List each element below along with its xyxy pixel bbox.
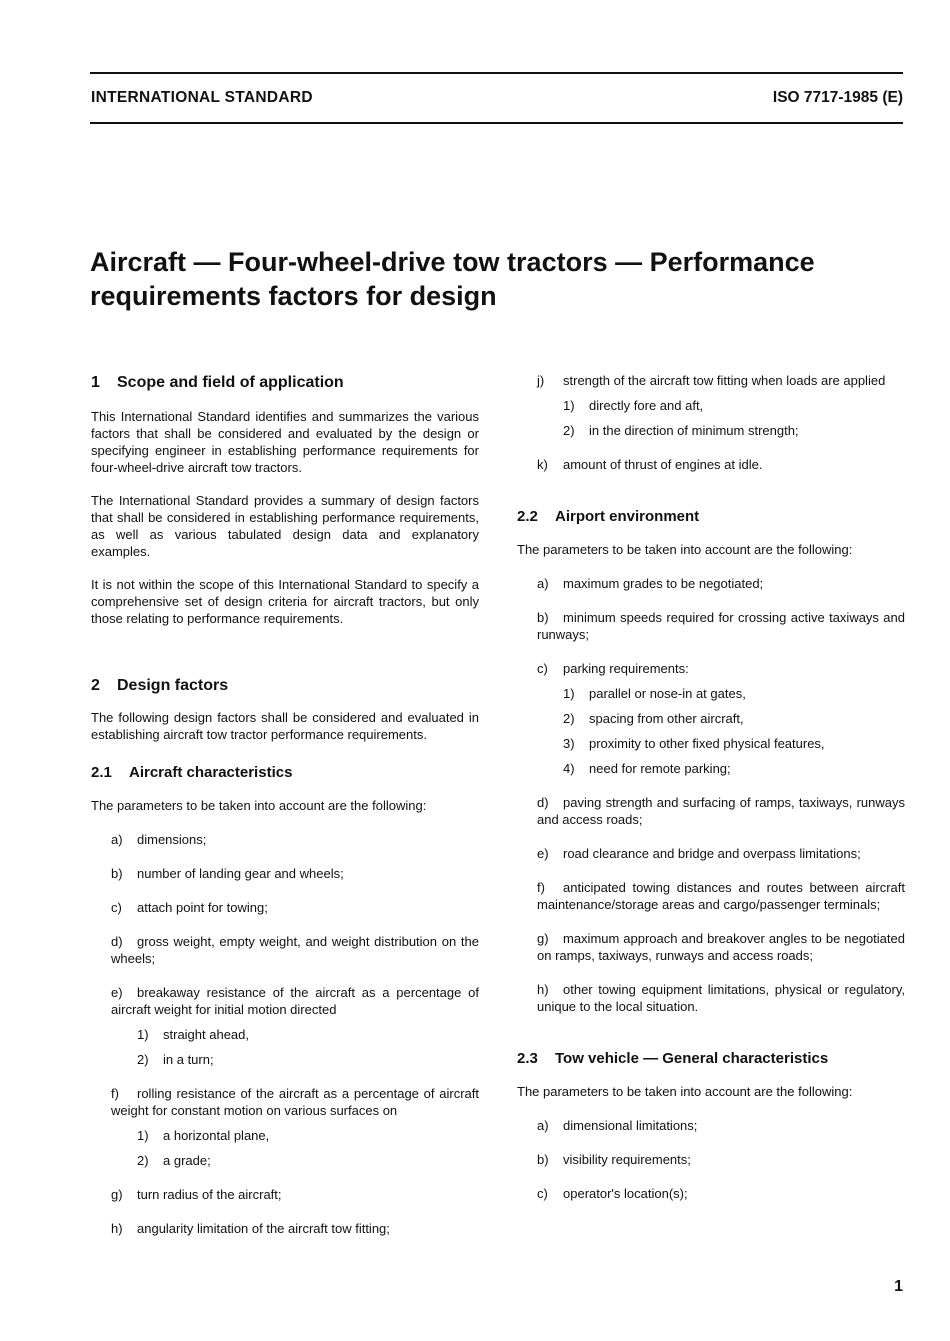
list-item-2-3-a: a) dimensional limitations; bbox=[537, 1118, 698, 1133]
list-item-2-2-a: a) maximum grades to be negotiated; bbox=[537, 576, 764, 591]
list-item-2-1-b: b) number of landing gear and wheels; bbox=[111, 866, 344, 881]
header-document-number: ISO 7717-1985 (E) bbox=[772, 89, 903, 106]
list-item-2-1-g: g) turn radius of the aircraft; bbox=[111, 1187, 282, 1202]
section-2-1-heading: 2.1 Aircraft characteristics bbox=[91, 764, 293, 781]
header-top-rule bbox=[90, 72, 903, 74]
sublist-item-2-1-f-1: 1) a horizontal plane, bbox=[137, 1128, 270, 1143]
list-item-2-1-a: a) dimensions; bbox=[111, 832, 207, 847]
list-item-2-2-d: d) paving strength and surfacing of ramps, taxiways, runways and access roads; bbox=[537, 795, 905, 827]
list-item-2-2-f: f) anticipated towing distances and routes between aircraft maintenance/storage areas and cargo/passenger terminals; bbox=[537, 880, 905, 912]
sublist-item-2-1-e-1: 1) straight ahead, bbox=[137, 1027, 250, 1042]
section-2-heading: 2 Design factors bbox=[91, 677, 229, 694]
document-title: Aircraft — Four-wheel-drive tow tractors — Performance requirements factors for design bbox=[90, 247, 815, 311]
section-2-3-intro: The parameters to be taken into account are the following: bbox=[517, 1084, 853, 1099]
sublist-item-2-1-j-2: 2) in the direction of minimum strength; bbox=[563, 423, 799, 438]
list-item-2-1-e: e) breakaway resistance of the aircraft as a percentage of aircraft weight for initial motion directed bbox=[111, 985, 479, 1017]
sublist-item-2-2-c-3: 3) proximity to other fixed physical features, bbox=[563, 736, 825, 751]
section-2-1-intro: The parameters to be taken into account are the following: bbox=[91, 798, 427, 813]
list-item-2-1-j: j) strength of the aircraft tow fitting when loads are applied bbox=[537, 373, 886, 388]
sublist-item-2-2-c-1: 1) parallel or nose-in at gates, bbox=[563, 686, 746, 701]
sublist-item-2-1-f-2: 2) a grade; bbox=[137, 1153, 211, 1168]
list-item-2-2-h: h) other towing equipment limitations, physical or regulatory, unique to the local situation. bbox=[537, 982, 905, 1014]
section-2-paragraph: The following design factors shall be considered and evaluated in establishing aircraft tow tractor performance requirements. bbox=[91, 710, 479, 742]
header-standard-label: INTERNATIONAL STANDARD bbox=[91, 89, 313, 106]
header-bottom-rule bbox=[90, 122, 903, 124]
list-item-2-2-e: e) road clearance and bridge and overpass limitations; bbox=[537, 846, 861, 861]
list-item-2-1-h: h) angularity limitation of the aircraft tow fitting; bbox=[111, 1221, 390, 1236]
section-1-paragraph-2: The International Standard provides a summary of design factors that shall be considered in establishing performance requirements, as well as various tabulated design data and explanatory examples. bbox=[91, 493, 479, 559]
right-column bbox=[517, 372, 905, 1202]
list-item-2-2-b: b) minimum speeds required for crossing active taxiways and runways; bbox=[537, 610, 905, 642]
list-item-2-3-c: c) operator's location(s); bbox=[537, 1186, 688, 1201]
left-column bbox=[91, 372, 479, 1237]
page-number: 1 bbox=[894, 1278, 903, 1295]
list-item-2-2-g: g) maximum approach and breakover angles to be negotiated on ramps, taxiways, runways and access roads; bbox=[537, 931, 905, 963]
list-item-2-1-k: k) amount of thrust of engines at idle. bbox=[537, 457, 763, 472]
section-2-2-heading: 2.2 Airport environment bbox=[517, 508, 700, 525]
list-item-2-3-b: b) visibility requirements; bbox=[537, 1152, 691, 1167]
sublist-item-2-1-j-1: 1) directly fore and aft, bbox=[563, 398, 704, 413]
section-1-paragraph-3: It is not within the scope of this International Standard to specify a comprehensive set of design criteria for aircraft tractors, but only those relating to performance requirements. bbox=[91, 577, 479, 626]
sublist-item-2-2-c-4: 4) need for remote parking; bbox=[563, 761, 731, 776]
section-2-3-heading: 2.3 Tow vehicle — General characteristics bbox=[517, 1050, 829, 1067]
sublist-item-2-2-c-2: 2) spacing from other aircraft, bbox=[563, 711, 744, 726]
section-2-2-intro: The parameters to be taken into account are the following: bbox=[517, 542, 853, 557]
list-item-2-2-c: c) parking requirements: bbox=[537, 661, 689, 676]
list-item-2-1-c: c) attach point for towing; bbox=[111, 900, 268, 915]
sublist-item-2-1-e-2: 2) in a turn; bbox=[137, 1052, 214, 1067]
list-item-2-1-d: d) gross weight, empty weight, and weight distribution on the wheels; bbox=[111, 934, 479, 966]
section-1-paragraph-1: This International Standard identifies and summarizes the various factors that shall be considered and evaluated by the design or specifying engineer in establishing performance requirements for four-wheel-drive aircraft tow tractors. bbox=[91, 409, 479, 475]
list-item-2-1-f: f) rolling resistance of the aircraft as a percentage of aircraft weight for constant motion on various surfaces on bbox=[111, 1086, 479, 1118]
section-1-heading: 1 Scope and field of application bbox=[91, 374, 344, 391]
